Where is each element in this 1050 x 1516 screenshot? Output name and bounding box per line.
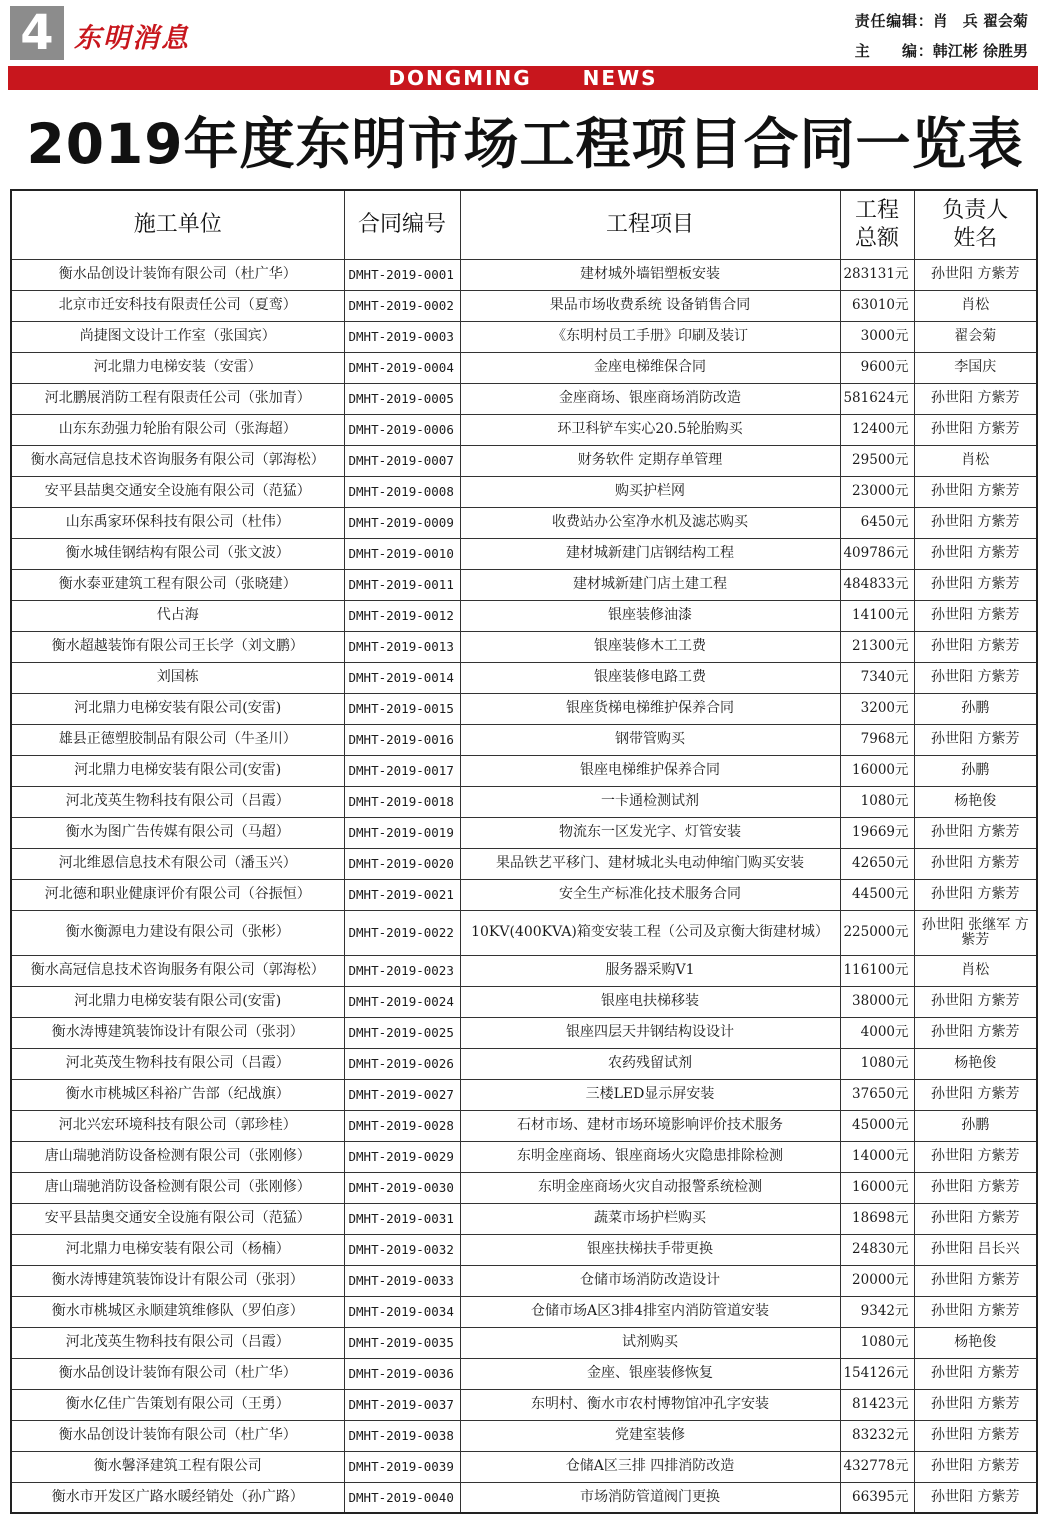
cell-manager: 李国庆	[914, 352, 1037, 383]
cell-project: 《东明村员工手册》印刷及装订	[460, 321, 840, 352]
cell-company: 衡水市开发区广路水暖经销处（孙广路）	[11, 1482, 344, 1513]
cell-amount: 45000元	[840, 1110, 914, 1141]
cell-code: DMHT-2019-0014	[344, 662, 460, 693]
cell-code: DMHT-2019-0010	[344, 538, 460, 569]
cell-amount: 66395元	[840, 1482, 914, 1513]
cell-code: DMHT-2019-0034	[344, 1296, 460, 1327]
cell-project: 银座装修油漆	[460, 600, 840, 631]
header-project: 工程项目	[460, 190, 840, 259]
cell-amount: 116100元	[840, 955, 914, 986]
cell-code: DMHT-2019-0033	[344, 1265, 460, 1296]
table-row	[11, 1296, 1037, 1327]
cell-manager: 翟会菊	[914, 321, 1037, 352]
table-row	[11, 1203, 1037, 1234]
cell-manager: 孙世阳 方紫芳	[914, 1141, 1037, 1172]
table-row	[11, 290, 1037, 321]
table-row	[11, 1451, 1037, 1482]
cell-company: 河北鹏展消防工程有限责任公司（张加青）	[11, 383, 344, 414]
cell-manager: 孙世阳 吕长兴	[914, 1234, 1037, 1265]
cell-company: 衡水为图广告传媒有限公司（马超）	[11, 817, 344, 848]
table-row	[11, 1172, 1037, 1203]
cell-amount: 12400元	[840, 414, 914, 445]
table-row	[11, 321, 1037, 352]
editor-credits	[855, 6, 1028, 66]
table-row	[11, 986, 1037, 1017]
cell-code: DMHT-2019-0017	[344, 755, 460, 786]
cell-amount: 3200元	[840, 693, 914, 724]
header-company: 施工单位	[11, 190, 344, 259]
cell-company: 河北鼎力电梯安装有限公司(安雷)	[11, 693, 344, 724]
cell-code: DMHT-2019-0037	[344, 1389, 460, 1420]
cell-manager: 孙世阳 方紫芳	[914, 538, 1037, 569]
cell-project: 钢带管购买	[460, 724, 840, 755]
cell-manager: 孙世阳 方紫芳	[914, 1203, 1037, 1234]
cell-manager: 孙鹏	[914, 1110, 1037, 1141]
cell-project: 仓储市场A区3排4排室内消防管道安装	[460, 1296, 840, 1327]
cell-code: DMHT-2019-0009	[344, 507, 460, 538]
cell-manager: 肖松	[914, 290, 1037, 321]
table-header-row	[11, 190, 1037, 259]
cell-amount: 154126元	[840, 1358, 914, 1389]
table-row	[11, 445, 1037, 476]
cell-company: 衡水衡源电力建设有限公司（张彬）	[11, 910, 344, 955]
table-row	[11, 817, 1037, 848]
cell-amount: 16000元	[840, 755, 914, 786]
cell-company: 衡水城佳钢结构有限公司（张文波）	[11, 538, 344, 569]
cell-manager: 孙世阳 方紫芳	[914, 1451, 1037, 1482]
cell-project: 蔬菜市场护栏购买	[460, 1203, 840, 1234]
cell-project: 党建室装修	[460, 1420, 840, 1451]
table-row	[11, 383, 1037, 414]
cell-amount: 432778元	[840, 1451, 914, 1482]
cell-company: 衡水超越装饰有限公司王长学（刘文鹏）	[11, 631, 344, 662]
cell-amount: 283131元	[840, 259, 914, 290]
cell-project: 银座货梯电梯维护保养合同	[460, 693, 840, 724]
cell-amount: 63010元	[840, 290, 914, 321]
cell-code: DMHT-2019-0027	[344, 1079, 460, 1110]
table-row	[11, 910, 1037, 955]
header-contract-code: 合同编号	[344, 190, 460, 259]
table-row	[11, 724, 1037, 755]
cell-project: 物流东一区发光字、灯管安装	[460, 817, 840, 848]
cell-amount: 83232元	[840, 1420, 914, 1451]
cell-manager: 孙世阳 方紫芳	[914, 986, 1037, 1017]
cell-company: 河北茂英生物科技有限公司（吕霞）	[11, 786, 344, 817]
cell-company: 山东禹家环保科技有限公司（杜伟）	[11, 507, 344, 538]
table-row	[11, 662, 1037, 693]
table-row	[11, 1482, 1037, 1513]
cell-company: 衡水馨泽建筑工程有限公司	[11, 1451, 344, 1482]
cell-code: DMHT-2019-0026	[344, 1048, 460, 1079]
cell-company: 河北鼎力电梯安装有限公司(安雷)	[11, 755, 344, 786]
table-row	[11, 569, 1037, 600]
cell-project: 仓储市场消防改造设计	[460, 1265, 840, 1296]
cell-manager: 孙世阳 方紫芳	[914, 569, 1037, 600]
cell-company: 衡水品创设计装饰有限公司（杜广华）	[11, 1420, 344, 1451]
cell-amount: 4000元	[840, 1017, 914, 1048]
cell-amount: 37650元	[840, 1079, 914, 1110]
cell-project: 农药残留试剂	[460, 1048, 840, 1079]
table-row	[11, 1389, 1037, 1420]
cell-amount: 44500元	[840, 879, 914, 910]
cell-code: DMHT-2019-0039	[344, 1451, 460, 1482]
cell-project: 安全生产标准化技术服务合同	[460, 879, 840, 910]
chief-editor-line	[855, 36, 1028, 66]
cell-company: 北京市迁安科技有限责任公司（夏鸾）	[11, 290, 344, 321]
cell-project: 试剂购买	[460, 1327, 840, 1358]
table-row	[11, 879, 1037, 910]
table-row	[11, 1017, 1037, 1048]
cell-code: DMHT-2019-0011	[344, 569, 460, 600]
cell-project: 10KV(400KVA)箱变安装工程（公司及京衡大街建材城）	[460, 910, 840, 955]
table-row	[11, 1079, 1037, 1110]
cell-company: 衡水高冠信息技术咨询服务有限公司（郭海松）	[11, 445, 344, 476]
cell-company: 雄县正德塑胶制品有限公司（牛圣川）	[11, 724, 344, 755]
cell-project: 一卡通检测试剂	[460, 786, 840, 817]
page-title: 2019年度东明市场工程项目合同一览表	[26, 112, 1024, 176]
cell-manager: 孙世阳 方紫芳	[914, 1017, 1037, 1048]
cell-code: DMHT-2019-0012	[344, 600, 460, 631]
cell-company: 河北兴宏环境科技有限公司（郭珍桂）	[11, 1110, 344, 1141]
cell-project: 购买护栏网	[460, 476, 840, 507]
cell-project: 金座电梯维保合同	[460, 352, 840, 383]
cell-company: 河北鼎力电梯安装（安雷）	[11, 352, 344, 383]
cell-manager: 孙世阳 方紫芳	[914, 879, 1037, 910]
cell-project: 银座电梯维护保养合同	[460, 755, 840, 786]
editor-label: 责任编辑：	[854, 12, 933, 30]
cell-code: DMHT-2019-0018	[344, 786, 460, 817]
chief-names: 韩江彬 徐胜男	[932, 42, 1028, 60]
table-row	[11, 755, 1037, 786]
cell-project: 金座商场、银座商场消防改造	[460, 383, 840, 414]
table-row	[11, 507, 1037, 538]
cell-company: 刘国栋	[11, 662, 344, 693]
cell-amount: 484833元	[840, 569, 914, 600]
cell-code: DMHT-2019-0013	[344, 631, 460, 662]
table-row	[11, 1327, 1037, 1358]
cell-manager: 孙世阳 方紫芳	[914, 259, 1037, 290]
cell-manager: 孙世阳 方紫芳	[914, 1482, 1037, 1513]
cell-amount: 1080元	[840, 1048, 914, 1079]
table-row	[11, 1110, 1037, 1141]
cell-code: DMHT-2019-0015	[344, 693, 460, 724]
cell-amount: 7968元	[840, 724, 914, 755]
cell-code: DMHT-2019-0003	[344, 321, 460, 352]
cell-project: 银座装修木工工费	[460, 631, 840, 662]
cell-amount: 225000元	[840, 910, 914, 955]
cell-company: 尚捷图文设计工作室（张国宾）	[11, 321, 344, 352]
cell-project: 仓储A区三排 四排消防改造	[460, 1451, 840, 1482]
table-row	[11, 600, 1037, 631]
table-body	[11, 259, 1037, 1513]
table-row	[11, 955, 1037, 986]
cell-manager: 孙世阳 方紫芳	[914, 1389, 1037, 1420]
cell-code: DMHT-2019-0002	[344, 290, 460, 321]
cell-amount: 81423元	[840, 1389, 914, 1420]
cell-code: DMHT-2019-0030	[344, 1172, 460, 1203]
cell-amount: 1080元	[840, 1327, 914, 1358]
cell-code: DMHT-2019-0021	[344, 879, 460, 910]
table-row	[11, 1265, 1037, 1296]
cell-amount: 19669元	[840, 817, 914, 848]
cell-project: 财务软件 定期存单管理	[460, 445, 840, 476]
cell-manager: 孙世阳 方紫芳	[914, 1172, 1037, 1203]
cell-project: 东明金座商场火灾自动报警系统检测	[460, 1172, 840, 1203]
cell-manager: 孙世阳 方紫芳	[914, 414, 1037, 445]
cell-project: 石材市场、建材市场环境影响评价技术服务	[460, 1110, 840, 1141]
cell-company: 河北德和职业健康评价有限公司（谷振恒）	[11, 879, 344, 910]
cell-manager: 肖松	[914, 955, 1037, 986]
cell-manager: 孙世阳 方紫芳	[914, 383, 1037, 414]
header-amount: 工程 总额	[840, 190, 914, 259]
cell-amount: 20000元	[840, 1265, 914, 1296]
table-row	[11, 1358, 1037, 1389]
cell-manager: 孙世阳 方紫芳	[914, 724, 1037, 755]
cell-project: 银座四层天井钢结构设设计	[460, 1017, 840, 1048]
cell-project: 服务器采购V1	[460, 955, 840, 986]
cell-amount: 14000元	[840, 1141, 914, 1172]
table-row	[11, 1141, 1037, 1172]
cell-project: 建材城新建门店钢结构工程	[460, 538, 840, 569]
cell-company: 衡水品创设计装饰有限公司（杜广华）	[11, 259, 344, 290]
cell-project: 环卫科铲车实心20.5轮胎购买	[460, 414, 840, 445]
cell-manager: 孙世阳 方紫芳	[914, 1296, 1037, 1327]
table-row	[11, 538, 1037, 569]
cell-company: 河北鼎力电梯安装有限公司(安雷)	[11, 986, 344, 1017]
cell-project: 建材城新建门店土建工程	[460, 569, 840, 600]
table-row	[11, 1420, 1037, 1451]
cell-company: 代占海	[11, 600, 344, 631]
banner-word-news: NEWS	[582, 66, 658, 90]
cell-company: 河北维恩信息技术有限公司（潘玉兴）	[11, 848, 344, 879]
cell-manager: 孙世阳 方紫芳	[914, 817, 1037, 848]
table-row	[11, 848, 1037, 879]
chief-label: 主 编：	[854, 42, 933, 60]
cell-company: 衡水涛博建筑装饰设计有限公司（张羽）	[11, 1017, 344, 1048]
cell-code: DMHT-2019-0028	[344, 1110, 460, 1141]
cell-amount: 38000元	[840, 986, 914, 1017]
cell-code: DMHT-2019-0031	[344, 1203, 460, 1234]
cell-amount: 1080元	[840, 786, 914, 817]
cell-amount: 7340元	[840, 662, 914, 693]
cell-project: 三楼LED显示屏安装	[460, 1079, 840, 1110]
cell-manager: 杨艳俊	[914, 1327, 1037, 1358]
cell-company: 衡水品创设计装饰有限公司（杜广华）	[11, 1358, 344, 1389]
cell-project: 银座扶梯扶手带更换	[460, 1234, 840, 1265]
cell-company: 衡水市桃城区永顺建筑维修队（罗伯彦）	[11, 1296, 344, 1327]
cell-project: 金座、银座装修恢复	[460, 1358, 840, 1389]
page-header	[0, 0, 1050, 66]
cell-amount: 581624元	[840, 383, 914, 414]
cell-project: 建材城外墙铝塑板安装	[460, 259, 840, 290]
cell-code: DMHT-2019-0022	[344, 910, 460, 955]
cell-project: 果品市场收费系统 设备销售合同	[460, 290, 840, 321]
cell-code: DMHT-2019-0038	[344, 1420, 460, 1451]
cell-manager: 孙世阳 方紫芳	[914, 1079, 1037, 1110]
table-row	[11, 352, 1037, 383]
cell-code: DMHT-2019-0023	[344, 955, 460, 986]
cell-code: DMHT-2019-0008	[344, 476, 460, 507]
cell-manager: 孙鹏	[914, 693, 1037, 724]
cell-amount: 23000元	[840, 476, 914, 507]
cell-amount: 21300元	[840, 631, 914, 662]
cell-amount: 18698元	[840, 1203, 914, 1234]
cell-code: DMHT-2019-0004	[344, 352, 460, 383]
cell-code: DMHT-2019-0024	[344, 986, 460, 1017]
cell-company: 衡水高冠信息技术咨询服务有限公司（郭海松）	[11, 955, 344, 986]
cell-amount: 6450元	[840, 507, 914, 538]
cell-code: DMHT-2019-0016	[344, 724, 460, 755]
cell-company: 唐山瑞驰消防设备检测有限公司（张刚修）	[11, 1172, 344, 1203]
cell-project: 东明金座商场、银座商场火灾隐患排除检测	[460, 1141, 840, 1172]
header-manager: 负责人 姓名	[914, 190, 1037, 259]
cell-manager: 孙世阳 方紫芳	[914, 600, 1037, 631]
cell-manager: 孙世阳 方紫芳	[914, 1265, 1037, 1296]
cell-manager: 孙世阳 方紫芳	[914, 507, 1037, 538]
cell-company: 衡水亿佳广告策划有限公司（王勇）	[11, 1389, 344, 1420]
cell-company: 安平县喆奥交通安全设施有限公司（范猛）	[11, 476, 344, 507]
cell-company: 河北鼎力电梯安装有限公司（杨楠）	[11, 1234, 344, 1265]
cell-manager: 孙世阳 方紫芳	[914, 1420, 1037, 1451]
cell-manager: 孙鹏	[914, 755, 1037, 786]
table-row	[11, 259, 1037, 290]
contracts-table	[10, 189, 1038, 1514]
cell-code: DMHT-2019-0019	[344, 817, 460, 848]
editor-names: 肖 兵 翟会菊	[932, 12, 1028, 30]
cell-company: 山东东劲强力轮胎有限公司（张海超）	[11, 414, 344, 445]
table-row	[11, 476, 1037, 507]
cell-project: 果品铁艺平移门、建材城北头电动伸缩门购买安装	[460, 848, 840, 879]
brand-logo-text: 东明消息	[74, 23, 190, 54]
cell-manager: 孙世阳 方紫芳	[914, 476, 1037, 507]
cell-amount: 9600元	[840, 352, 914, 383]
cell-manager: 孙世阳 方紫芳	[914, 662, 1037, 693]
cell-project: 东明村、衡水市农村博物馆冲孔字安装	[460, 1389, 840, 1420]
cell-manager: 杨艳俊	[914, 786, 1037, 817]
table-row	[11, 631, 1037, 662]
cell-code: DMHT-2019-0035	[344, 1327, 460, 1358]
cell-company: 衡水泰亚建筑工程有限公司（张晓建）	[11, 569, 344, 600]
cell-manager: 孙世阳 张继军 方紫芳	[914, 910, 1037, 955]
table-row	[11, 414, 1037, 445]
cell-code: DMHT-2019-0025	[344, 1017, 460, 1048]
cell-company: 衡水涛博建筑装饰设计有限公司（张羽）	[11, 1265, 344, 1296]
dongming-news-banner	[8, 66, 1038, 90]
cell-code: DMHT-2019-0036	[344, 1358, 460, 1389]
cell-amount: 14100元	[840, 600, 914, 631]
cell-company: 安平县喆奥交通安全设施有限公司（范猛）	[11, 1203, 344, 1234]
table-row	[11, 786, 1037, 817]
cell-manager: 孙世阳 方紫芳	[914, 631, 1037, 662]
cell-code: DMHT-2019-0005	[344, 383, 460, 414]
cell-amount: 16000元	[840, 1172, 914, 1203]
cell-project: 收费站办公室净水机及滤芯购买	[460, 507, 840, 538]
cell-code: DMHT-2019-0001	[344, 259, 460, 290]
cell-code: DMHT-2019-0007	[344, 445, 460, 476]
cell-company: 河北英茂生物科技有限公司（吕霞）	[11, 1048, 344, 1079]
table-row	[11, 1234, 1037, 1265]
cell-company: 河北茂英生物科技有限公司（吕霞）	[11, 1327, 344, 1358]
cell-project: 市场消防管道阀门更换	[460, 1482, 840, 1513]
cell-amount: 42650元	[840, 848, 914, 879]
cell-manager: 肖松	[914, 445, 1037, 476]
cell-amount: 9342元	[840, 1296, 914, 1327]
cell-amount: 409786元	[840, 538, 914, 569]
banner-word-dongming: DONGMING	[388, 66, 532, 90]
cell-amount: 24830元	[840, 1234, 914, 1265]
cell-code: DMHT-2019-0032	[344, 1234, 460, 1265]
cell-project: 银座电扶梯移装	[460, 986, 840, 1017]
cell-code: DMHT-2019-0029	[344, 1141, 460, 1172]
cell-amount: 3000元	[840, 321, 914, 352]
cell-code: DMHT-2019-0020	[344, 848, 460, 879]
table-row	[11, 1048, 1037, 1079]
cell-manager: 孙世阳 方紫芳	[914, 848, 1037, 879]
cell-manager: 孙世阳 方紫芳	[914, 1358, 1037, 1389]
cell-company: 唐山瑞驰消防设备检测有限公司（张刚修）	[11, 1141, 344, 1172]
cell-project: 银座装修电路工费	[460, 662, 840, 693]
cell-company: 衡水市桃城区科裕广告部（纪战旗）	[11, 1079, 344, 1110]
responsible-editor-line	[855, 6, 1028, 36]
cell-code: DMHT-2019-0006	[344, 414, 460, 445]
table-row	[11, 693, 1037, 724]
cell-code: DMHT-2019-0040	[344, 1482, 460, 1513]
cell-amount: 29500元	[840, 445, 914, 476]
page-number: 4	[10, 6, 64, 60]
cell-manager: 杨艳俊	[914, 1048, 1037, 1079]
